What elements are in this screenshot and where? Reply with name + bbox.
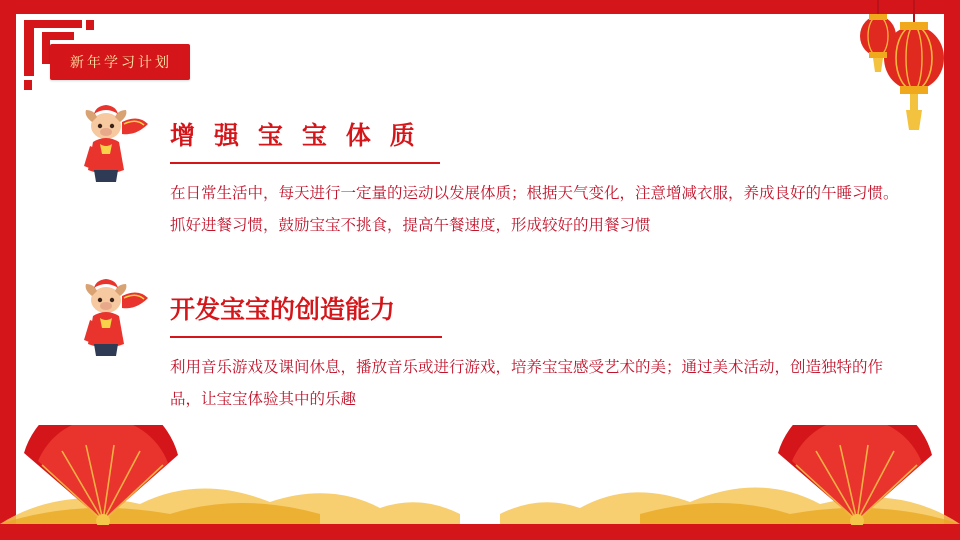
- section-heading-group: [170, 294, 960, 338]
- content-area: [0, 120, 960, 468]
- slide-title-tag: 新年学习计划: [50, 44, 190, 80]
- red-folding-fan-icon: [772, 425, 942, 530]
- section-block: [0, 120, 960, 242]
- hanging-lanterns-icon: [826, 0, 946, 140]
- mascot-ox-with-fan-icon: [78, 102, 152, 186]
- section-underline: [170, 336, 442, 338]
- section-body-text: 利用音乐游戏及课间休息，播放音乐或进行游戏，培养宝宝感受艺术的美；通过美术活动，创造独特的作品，让宝宝体验其中的乐趣: [170, 359, 884, 408]
- section-underline: [170, 162, 440, 164]
- frame-top-border: [0, 0, 960, 14]
- section-body-text: 在日常生活中，每天进行一定量的运动以发展体质；根据天气变化，注意增减衣服，养成良好的午睡习惯。抓好进餐习惯，鼓励宝宝不挑食，提高午餐速度，形成较好的用餐习惯: [170, 185, 899, 234]
- red-folding-fan-icon: [18, 425, 188, 530]
- section-title: 增 强 宝 宝 体 质: [170, 122, 421, 150]
- section-heading-group: [170, 120, 960, 164]
- section-title: 开发宝宝的创造能力: [170, 296, 396, 324]
- mascot-ox-with-fan-icon: [78, 276, 152, 360]
- section-block: [0, 294, 960, 416]
